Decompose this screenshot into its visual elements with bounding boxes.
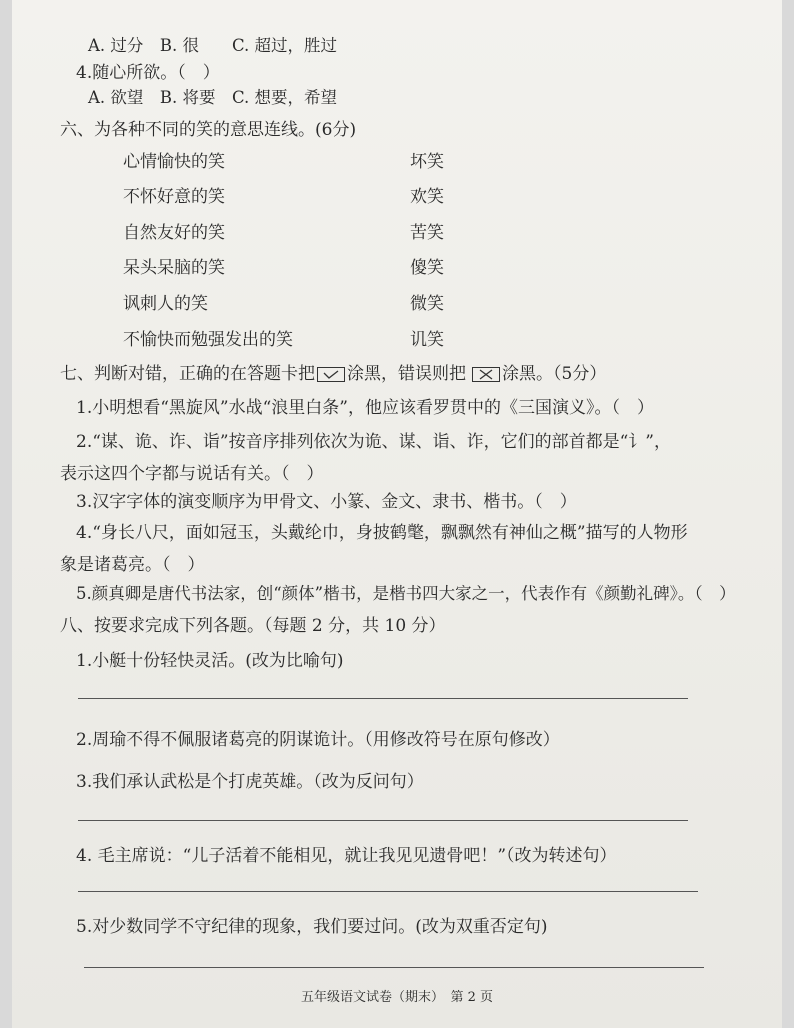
match-right-item: 微笑 — [410, 294, 444, 314]
answer-line[interactable] — [78, 820, 688, 821]
section7-title-c: 涂黑。（5分） — [502, 364, 607, 384]
task-item-2: 2.周瑜不得不佩服诸葛亮的阴谋诡计。（用修改符号在原句修改） — [76, 730, 560, 750]
match-left-item: 自然友好的笑 — [123, 223, 225, 243]
judge-item-3: 3.汉字字体的演变顺序为甲骨文、小篆、金文、隶书、楷书。（ ） — [76, 492, 577, 512]
judge-item-2-cont: 表示这四个字都与说话有关。（ ） — [60, 464, 324, 484]
task-item-3: 3.我们承认武松是个打虎英雄。（改为反问句） — [76, 772, 424, 792]
judge-item-2: 2.“谋、诡、诈、诣”按音序排列依次为诡、谋、诣、诈，它们的部首都是“讠”， — [76, 432, 671, 452]
page-footer: 五年级语文试卷（期末） 第 2 页 — [300, 990, 494, 1005]
match-left-item: 心情愉快的笑 — [123, 152, 225, 172]
task-item-4: 4. 毛主席说：“儿子活着不能相见，就让我见见遗骨吧！”（改为转述句） — [76, 846, 617, 866]
match-left-item: 呆头呆脑的笑 — [123, 258, 225, 278]
section7-title — [60, 359, 606, 384]
q4-stem: 4.随心所欲。（ ） — [76, 63, 220, 83]
match-right-item: 坏笑 — [410, 152, 444, 172]
answer-line[interactable] — [78, 891, 698, 892]
judge-item-4: 4.“身长八尺，面如冠玉，头戴纶巾，身披鹤氅，飘飘然有神仙之概”描写的人物形 — [76, 523, 688, 543]
match-right-item: 欢笑 — [410, 187, 444, 207]
section8-title: 八、按要求完成下列各题。（每题 2 分，共 10 分） — [60, 616, 446, 636]
section7-title-a: 七、判断对错，正确的在答题卡把 — [60, 364, 315, 384]
cross-box-icon — [472, 367, 500, 382]
match-right-item: 讥笑 — [410, 330, 444, 350]
match-left-item: 不怀好意的笑 — [123, 187, 225, 207]
judge-item-5: 5.颜真卿是唐代书法家，创“颜体”楷书，是楷书四大家之一，代表作有《颜勤礼碑》。（ ） — [76, 584, 736, 603]
match-left-item: 讽刺人的笑 — [123, 294, 208, 314]
match-right-item: 傻笑 — [410, 258, 444, 278]
task-item-1: 1.小艇十份轻快灵活。(改为比喻句) — [76, 651, 344, 671]
judge-item-4-cont: 象是诸葛亮。（ ） — [60, 555, 205, 575]
section7-title-b: 涂黑，错误则把 — [347, 364, 466, 384]
q4-options: A. 欲望 B. 将要 C. 想要，希望 — [88, 88, 338, 107]
answer-line[interactable] — [78, 698, 688, 699]
section6-title: 六、为各种不同的笑的意思连线。(6分) — [60, 120, 357, 140]
q3-options: A. 过分 B. 很 C. 超过，胜过 — [88, 36, 338, 55]
judge-item-1: 1.小明想看“黑旋风”水战“浪里白条”，他应该看罗贯中的《三国演义》。（ ） — [76, 398, 654, 418]
task-item-5: 5.对少数同学不守纪律的现象，我们要过问。(改为双重否定句) — [76, 917, 548, 937]
check-box-icon — [317, 367, 345, 382]
match-left-item: 不愉快而勉强发出的笑 — [123, 330, 293, 350]
match-right-item: 苦笑 — [410, 223, 444, 243]
answer-line[interactable] — [84, 967, 704, 968]
